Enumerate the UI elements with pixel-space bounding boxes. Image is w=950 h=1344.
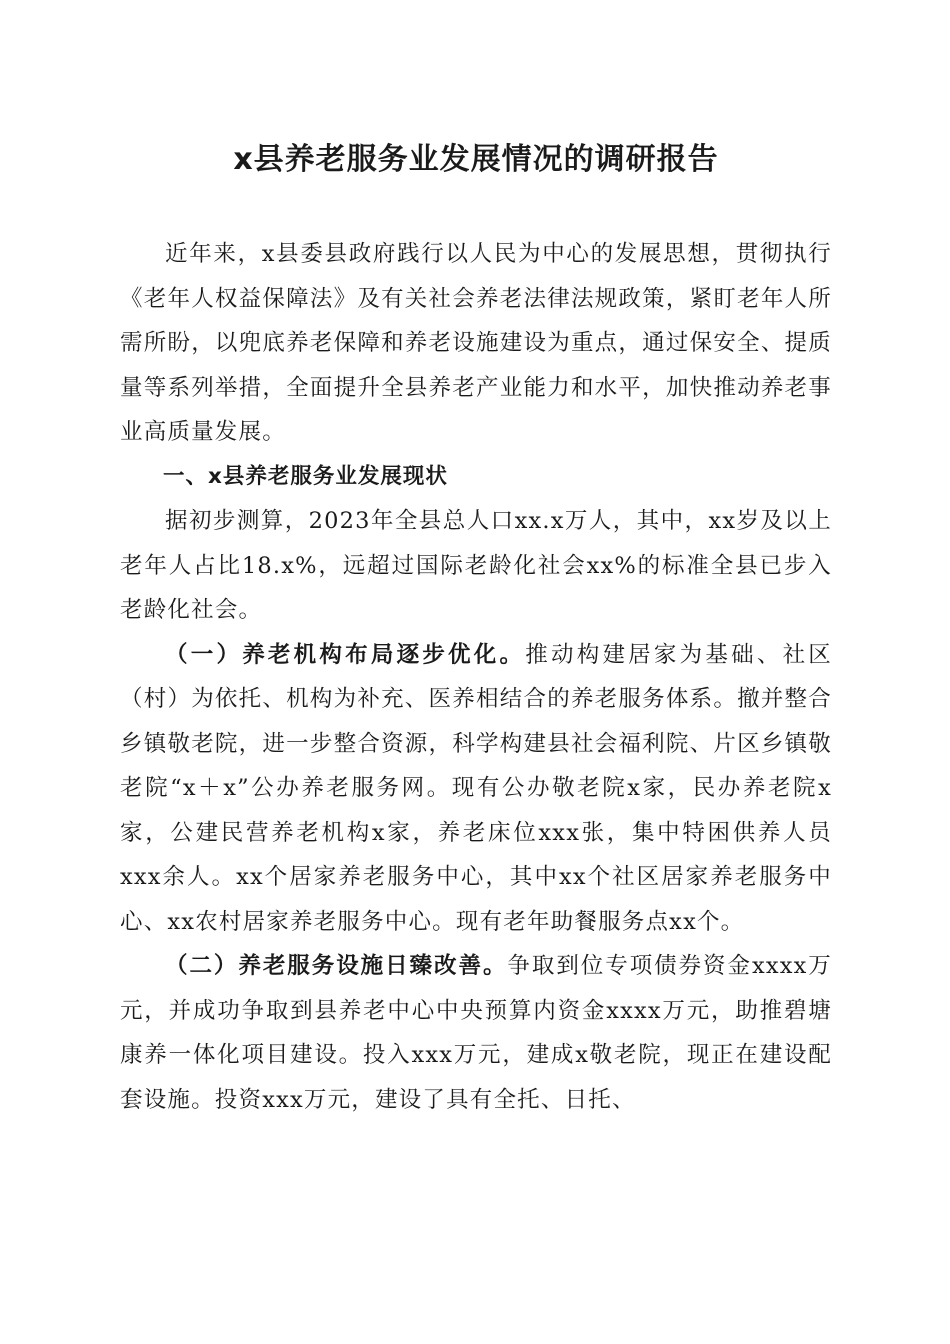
subsection-1-text: 推动构建居家为基础、社区（村）为依托、机构为补充、医养相结合的养老服务体系。撤并整合乡镇敬老院，进一步整合资源，科学构建县社会福利院、片区乡镇敬老院“x＋x”公办养老服务网。现有公办敬老院x家，民办养老院x家，公建民营养老机构x家，养老床位xxx张，集中特困供养人员xxx余人。xx个居家养老服务中心，其中xx个社区居家养老服务中心、xx农村居家养老服务中心。现有老年助餐服务点xx个。 bbox=[120, 641, 832, 935]
document-title: x县养老服务业发展情况的调研报告 bbox=[233, 142, 719, 177]
section-heading: 一、x县养老服务业发展现状 bbox=[163, 463, 448, 489]
intro-paragraph: 近年来，x县委县政府践行以人民为中心的发展思想，贯彻执行《老年人权益保障法》及有关社会养老法律法规政策，紧盯老年人所需所盼，以兜底养老保障和养老设施建设为重点，通过保安全、提质量等系列举措，全面提升全县养老产业能力和水平，加快推动养老事业高质量发展。 bbox=[120, 241, 832, 445]
subsection-2-paragraph bbox=[120, 944, 832, 1122]
subsection-2-heading: （二）养老服务设施日臻改善。 bbox=[165, 953, 508, 979]
document-body bbox=[120, 232, 832, 1122]
subsection-1-heading: （一）养老机构布局逐步优化。 bbox=[165, 641, 526, 668]
subsection-2-text: 争取到位专项债券资金xxxx万元，并成功争取到县养老中心中央预算内资金xxxx万元，助推碧塘康养一体化项目建设。投入xxx万元，建成x敬老院，现正在建设配套设施。投资xxx万元，建设了具有全托、日托、 bbox=[120, 953, 832, 1113]
population-paragraph: 据初步测算，2023年全县总人口xx.x万人，其中，xx岁及以上老年人占比18.x%，远超过国际老龄化社会xx%的标准全县已步入老龄化社会。 bbox=[120, 508, 832, 623]
subsection-1-paragraph bbox=[120, 633, 832, 945]
